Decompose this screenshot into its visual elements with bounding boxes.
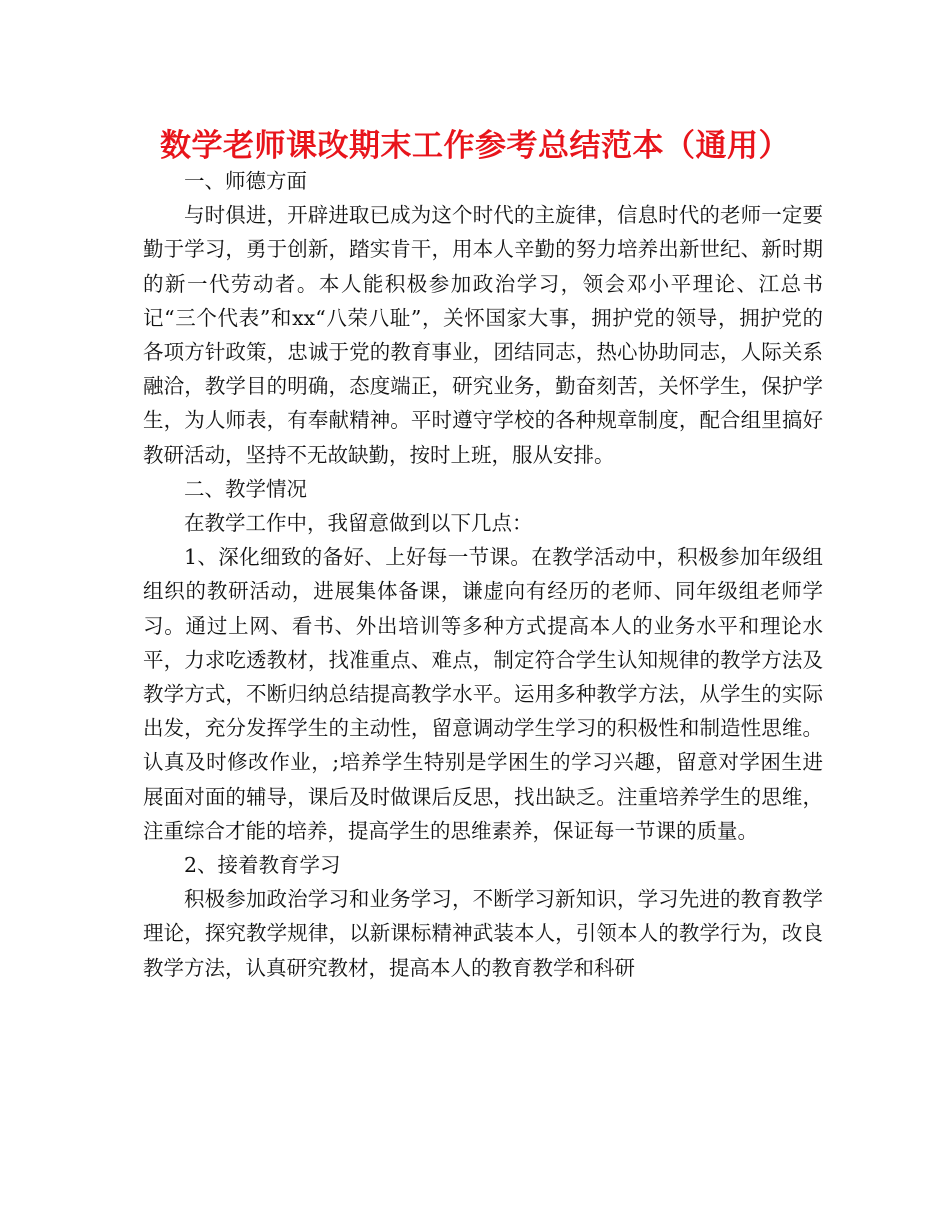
section-heading: 一、师德方面	[184, 169, 307, 193]
section-heading: 2、接着教育学习	[184, 853, 341, 878]
paragraph: 积极参加政治学习和业务学习，不断学习新知识，学习先进的教育教学理论，探究教学规律，以新课标精神武装本人，引领本人的教学行为，改良教学方法，认真研究教材，提高本人的教育教学和科研	[143, 887, 823, 980]
paragraph: 1、深化细致的备好、上好每一节课。在教学活动中，积极参加年级组组织的教研活动，进展集体备课，谦虚向有经历的老师、同年级组老师学习。通过上网、看书、外出培训等多种方式提高本人的业务水平和理论水平，力求吃透教材，找准重点、难点，制定符合学生认知规律的教学方法及教学方式，不断归纳总结提高教学水平。运用多种教学方法，从学生的实际出发，充分发挥学生的主动性，留意调动学生学习的积极性和制造性思维。认真及时修改作业，;培养学生特别是学困生的学习兴趣，留意对学困生进展面对面的辅导，课后及时做课后反思，找出缺乏。注重培养学生的思维，注重综合才能的培养，提高学生的思维素养，保证每一节课的质量。	[143, 545, 823, 843]
section-heading: 二、教学情况	[184, 476, 307, 501]
paragraph: 在教学工作中，我留意做到以下几点：	[184, 511, 533, 536]
paragraph: 与时俱进，开辟进取已成为这个时代的主旋律，信息时代的老师一定要勤于学习，勇于创新，踏实肯干，用本人辛勤的努力培养出新世纪、新时期的新一代劳动者。本人能积极参加政治学习，领会邓小平理论、江总书记“三个代表”和xx“八荣八耻”，关怀国家大事，拥护党的领导，拥护党的各项方针政策，忠诚于党的教育事业，团结同志，热心协助同志，人际关系融洽，教学目的明确，态度端正，研究业务，勤奋刻苦，关怀学生，保护学生，为人师表，有奉献精神。平时遵守学校的各种规章制度，配合组里搞好教研活动，坚持不无故缺勤，按时上班，服从安排。	[143, 203, 823, 467]
document-title: 数学老师课改期末工作参考总结范本（通用）	[160, 128, 790, 164]
document-body	[143, 164, 823, 985]
